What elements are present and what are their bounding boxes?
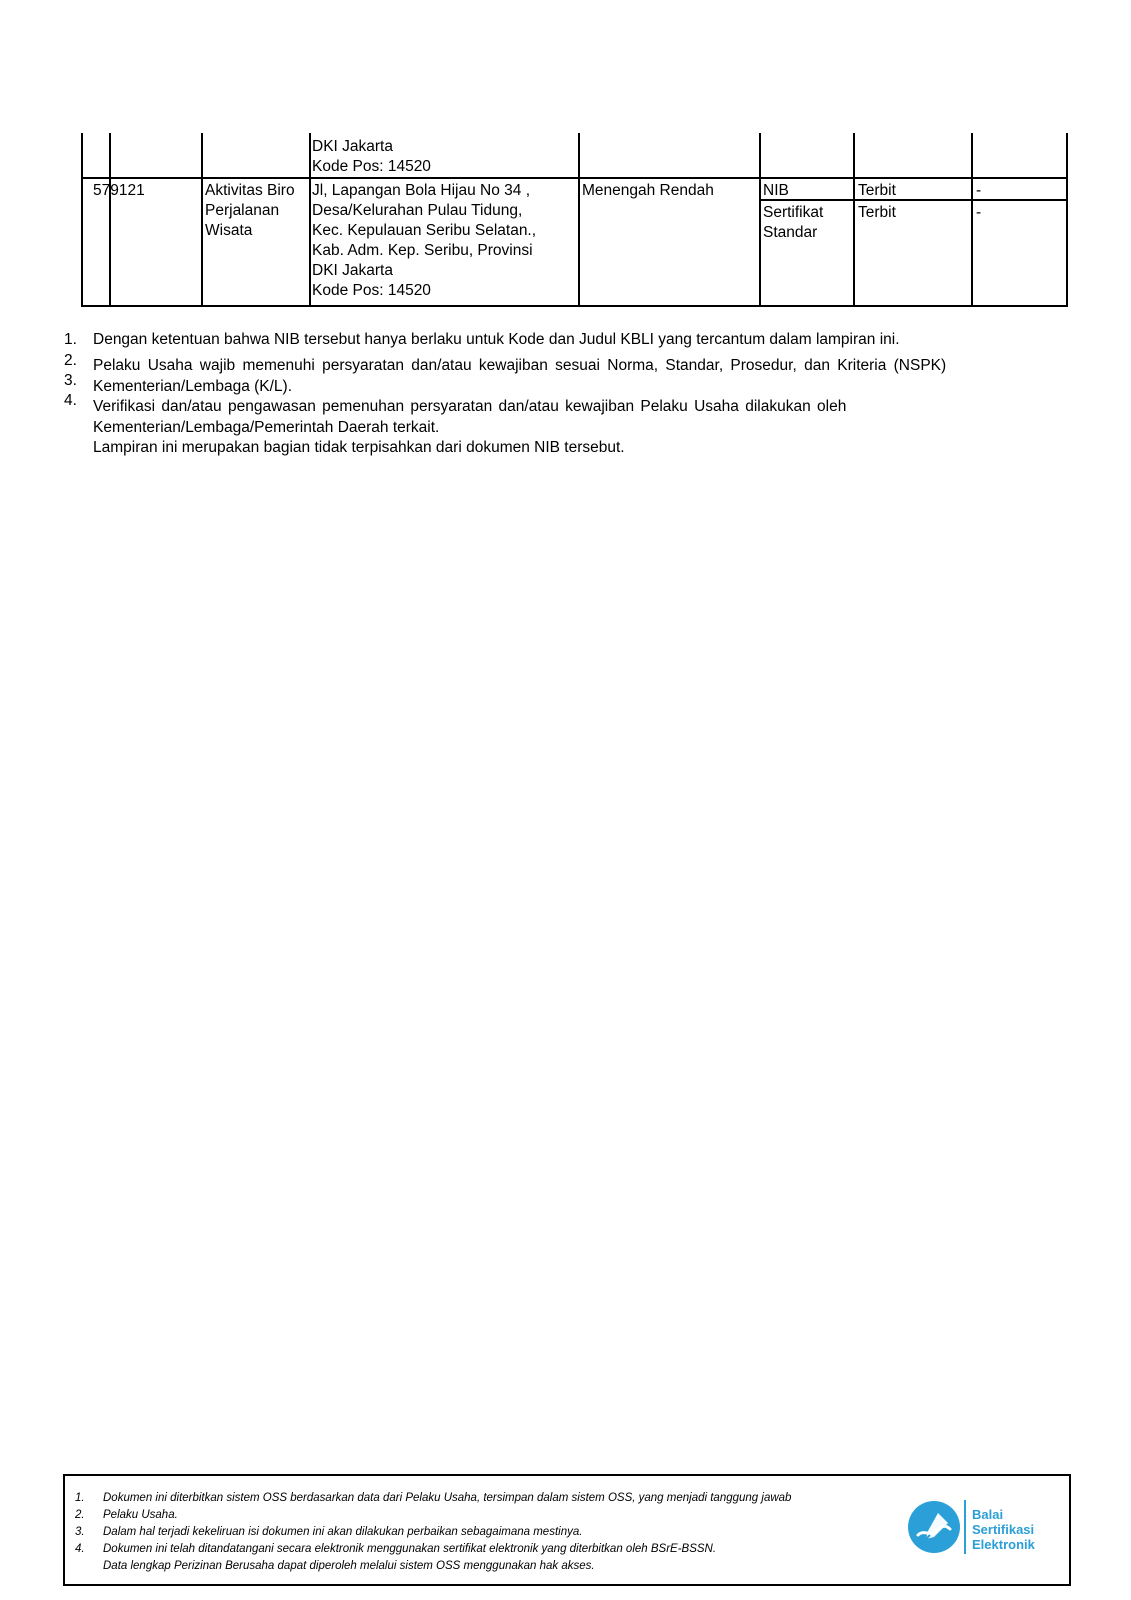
logo-divider [964,1500,966,1554]
kbli-code: 579121 [93,182,145,199]
address-line: Jl, Lapangan Bola Hijau No 34 , [312,182,531,199]
kbli-title-line: Aktivitas Biro [205,182,295,199]
note-text: Verifikasi dan/atau pengawasan pemenuhan persyaratan dan/atau kewajiban Pelaku Usaha dilakukan oleh [93,398,847,415]
address-line: DKI Jakarta [312,138,393,155]
footer-note-text: Dalam hal terjadi kekeliruan isi dokumen ini akan dilakukan perbaikan sebagaimana mestinya. [103,1526,583,1538]
footer-note-text: Dokumen ini diterbitkan sistem OSS berdasarkan data dari Pelaku Usaha, tersimpan dalam sistem OSS, yang menjadi tanggung jawab [103,1492,792,1504]
note-text: Dengan ketentuan bahwa NIB tersebut hanya berlaku untuk Kode dan Judul KBLI yang tercantum dalam lampiran ini. [93,331,900,348]
note-text: Lampiran ini merupakan bagian tidak terpisahkan dari dokumen NIB tersebut. [93,439,625,456]
note-text: Kementerian/Lembaga/Pemerintah Daerah terkait. [93,419,440,436]
address-line: Desa/Kelurahan Pulau Tidung, [312,202,523,219]
address-line: Kode Pos: 14520 [312,158,431,175]
note-number: 1. [64,331,77,348]
permit-name: Sertifikat [763,204,824,221]
note-number: 2. [64,352,77,369]
table-col-divider [853,133,855,307]
table-col-divider [109,133,111,307]
logo-text-line: Elektronik [972,1537,1035,1552]
permit-name: Standar [763,224,818,241]
table-col-divider [309,133,311,307]
footer-note-text: Pelaku Usaha. [103,1509,178,1521]
footer-note-number: 3. [75,1526,85,1538]
footer-note-text: Data lengkap Perizinan Berusaha dapat diperoleh melalui sistem OSS menggunakan hak akses. [103,1560,595,1572]
address-line: Kec. Kepulauan Seribu Selatan., [312,222,537,239]
footer-note-number: 1. [75,1492,85,1504]
permit-note: - [976,182,982,199]
footer-note-text: Dokumen ini telah ditandatangani secara elektronik menggunakan sertifikat elektronik yang diterbitkan oleh BSrE-BSSN. [103,1543,717,1555]
kbli-title-line: Wisata [205,222,253,239]
table-col-divider [971,133,973,307]
address-line: Kab. Adm. Kep. Seribu, Provinsi [312,242,533,259]
note-text: Kementerian/Lembaga (K/L). [93,378,293,395]
kbli-title-line: Perjalanan [205,202,280,219]
risk-level: Menengah Rendah [582,182,714,199]
permit-note: - [976,204,982,221]
note-number: 4. [64,392,77,409]
permit-status: Terbit [858,204,896,221]
address-line: DKI Jakarta [312,262,393,279]
address-line: Kode Pos: 14520 [312,282,431,299]
table-col-divider [578,133,580,307]
note-number: 3. [64,372,77,389]
note-text: Pelaku Usaha wajib memenuhi persyaratan dan/atau kewajiban sesuai Norma, Standar, Prosedur, dan Kriteria (NSPK) [93,357,947,374]
table-border-right [1066,133,1068,307]
table-col-divider [201,133,203,307]
logo-text-line: Balai [972,1507,1004,1522]
footer-note-number: 4. [75,1543,85,1555]
table-subrow-divider [759,199,1068,201]
permit-status: Terbit [858,182,896,199]
table-col-divider [759,133,761,307]
table-border-bottom [81,305,1068,307]
logo-text-line: Sertifikasi [972,1522,1035,1537]
table-border-left [81,133,83,307]
footer-note-number: 2. [75,1509,85,1521]
signature-pen-icon [908,1501,960,1553]
table-row-divider [81,177,1068,179]
permit-name: NIB [763,182,789,199]
